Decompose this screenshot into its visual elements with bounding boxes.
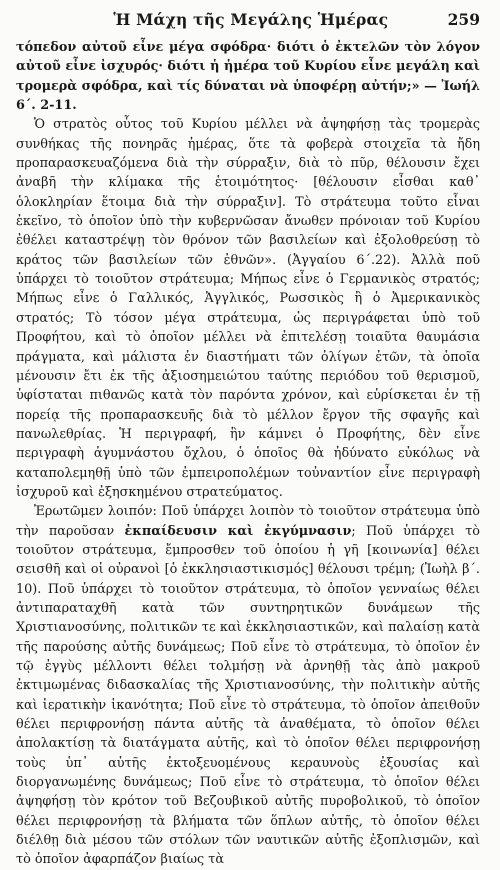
text-segment: Ὁ στρατὸς οὗτος τοῦ Κυρίου μέλλει νὰ ἀψηφήσῃ τὰς τρομερὰς συνθήκας τῆς πονηρᾶς ἡμέρας, ὅτε τὰ φοβερὰ στοιχεῖα τὰ ἤδη προπαρασκευαζόμενα διὰ τὴν σύρραξιν, διὰ τὸ πῦρ, θέλουσιν ἔχει ἀναβῆ τὴν κλίμακα τῆς ἑτοιμότητος· [θέλουσιν εἶσθαι καθ᾽ ὁλοκληρίαν ἕτοιμα διὰ τὴν σύρραξιν]. Τὸ στράτευμα τοῦτο εἶναι ἐκεῖνο, τὸ ὁποῖον ὑπὸ τὴν κυβερνῶσαν ἄνωθεν πρόνοιαν τοῦ Κυρίου ἐθέλει καταστρέψῃ τὸν θρόνον τῶν βασιλείων καὶ ἐξολοθρεύσῃ τὸ κράτος τῶν βασιλείων τῶν ἐθνῶν». (Ἀγγαίου 6΄.22). Ἀλλὰ ποῦ ὑπάρχει τὸ τοιοῦτον στράτευμα; Μήπως εἶνε ὁ Γερμανικὸς στρατός; Μήπως εἶνε ὁ Γαλλικός, Ἀγγλικός, Ρωσσικὸς ἢ ὁ Ἀμερικανικὸς στρατός; Τὸ τόσον μέγα στράτευμα, ὡς περιγράφεται ὑπὸ τοῦ Προφήτου, καὶ τὸ ὁποῖον μέλλει νὰ ἐπιτελέσῃ τοιαῦτα θαυμάσια πράγματα, καὶ μάλιστα ἐν διαστήματι τῶν ὀλίγων ἐτῶν, τὰ ὁποῖα μένουσιν ἔτι ἐκ τῆς ἀξιοσημειώτου ταύτης περιόδου τοῦ θερισμοῦ, ὑφίσταται πιθανῶς κατὰ τὸν παρόντα χρόνον, καὶ εὑρίσκεται ἐν τῇ πορείᾳ τῆς προπαρασκευῆς διὰ τὸ μέλλον ἔργον τῆς σφαγῆς καὶ πανωλεθρίας. Ἡ περιγραφή, ἣν κάμνει ὁ Προφήτης, δὲν εἶνε περιγραφὴ ἀγυμνάστου ὄχλου, ὁ ὁποῖος θὰ ἠδύνατο εὐκόλως νὰ καταπολεμηθῇ ὑπὸ τῶν ἐμπειροπολέμων τοὐναντίον εἶνε περιγραφὴ ἰσχυροῦ καὶ ἐξησκημένου στρατεύματος. — [16, 117, 480, 500]
page-header — [16, 10, 480, 36]
paragraph-quote-continuation — [16, 38, 480, 115]
text-segment: Ἐρωτῶμεν λοιπόν: Ποῦ ὑπάρχει λοιπὸν τὸ τοιοῦτον στράτευμα ὑπὸ τὴν παροῦσαν — [16, 504, 480, 539]
paragraph-army-of-the-lord — [16, 115, 480, 502]
page-body — [16, 38, 480, 870]
paragraph-questions — [16, 502, 480, 870]
text-segment: ; Ποῦ ὑπάρχει τὸ τοιοῦτον στράτευμα, ἔμπροσθεν τοῦ ὁποίου ἡ γῆ [κοινωνία] θέλει σεισθῆ καὶ οἱ οὐρανοὶ [ὁ ἐκκλησιαστικισμός] θέλουσι τρέμη; (Ἰωὴλ β΄. 10). Ποῦ ὑπάρχει τὸ τοιοῦτον στράτευμα, τὸ ὁποῖον γενναίως θέλει ἀντιπαραταχθῆ κατὰ τῶν συντηρητικῶν δυνάμεων τῆς Χριστιανοσύνης, πολιτικῶν τε καὶ ἐκκλησιαστικῶν, καὶ παλαίσῃ κατὰ τῆς παρούσης αὐτῆς δυνάμεως; Ποῦ εἶνε τὸ στράτευμα, τὸ ὁποῖον ἐν τῷ ἐγγὺς μέλλοντι θέλει τολμήσῃ νὰ ἀρνηθῇ τὰς ἀπὸ μακροῦ ἐκτιμωμένας διδασκαλίας τῆς Χριστιανοσύνης, τὴν πολιτικὴν αὐτῆς καὶ ἱερατικὴν ἱκανότητα; Ποῦ εἶνε τὸ στράτευμα, τὸ ὁποῖον ἀπειθοῦν θέλει περιφρονήσῃ πάντα αὐτῆς τὰ ἀναθέματα, τὸ ὁποῖον θέλει ἀπολακτίσῃ τὰ διατάγματα αὐτῆς, καὶ τὸ ὁποῖον θέλει περιφρονήσῃ τοὺς ὑπ᾽ αὐτῆς ἐκτοξευομένους κεραυνοὺς ἐξουσίας καὶ διοργανωμένης δυνάμεως; Ποῦ εἶνε τὸ στράτευμα, τὸ ὁποῖον θέλει ἀψηφήσῃ τὸν κρότον τοῦ Βεζουβικοῦ αὐτῆς πυροβολικοῦ, τὸ ὁποῖον θέλει περιφρονήσῃ τὰ βλήματα τῶν ὅπλων αὐτῆς, τὸ ὁποῖον θέλει διέλθῃ διὰ μέσου τῶν στόλων τῶν ναυτικῶν αὐτῆς ἐξοπλισμῶν, καὶ τὸ ὁποῖον ἀφαρπάζον βιαίως τὰ — [16, 523, 480, 868]
running-title: Ἡ Μάχη τῆς Μεγάλης Ἡμέρας — [113, 10, 389, 29]
text-segment: τόπεδον αὐτοῦ εἶνε μέγα σφόδρα· διότι ὁ ἐκτελῶν τὸν λόγον αὐτοῦ εἶνε ἰσχυρός· διότι ἡ ἡμέρα τοῦ Κυρίου εἶνε μεγάλη καὶ τρομερὰ σφόδρα, καὶ τίς δύναται νὰ ὑποφέρῃ αὐτήν;» — Ἰωήλ 6΄. 2-11. — [16, 40, 480, 114]
page-number: 259 — [447, 10, 480, 29]
emphasized-phrase: ἐκπαίδευσιν καὶ ἐκγύμνασιν — [124, 523, 352, 539]
